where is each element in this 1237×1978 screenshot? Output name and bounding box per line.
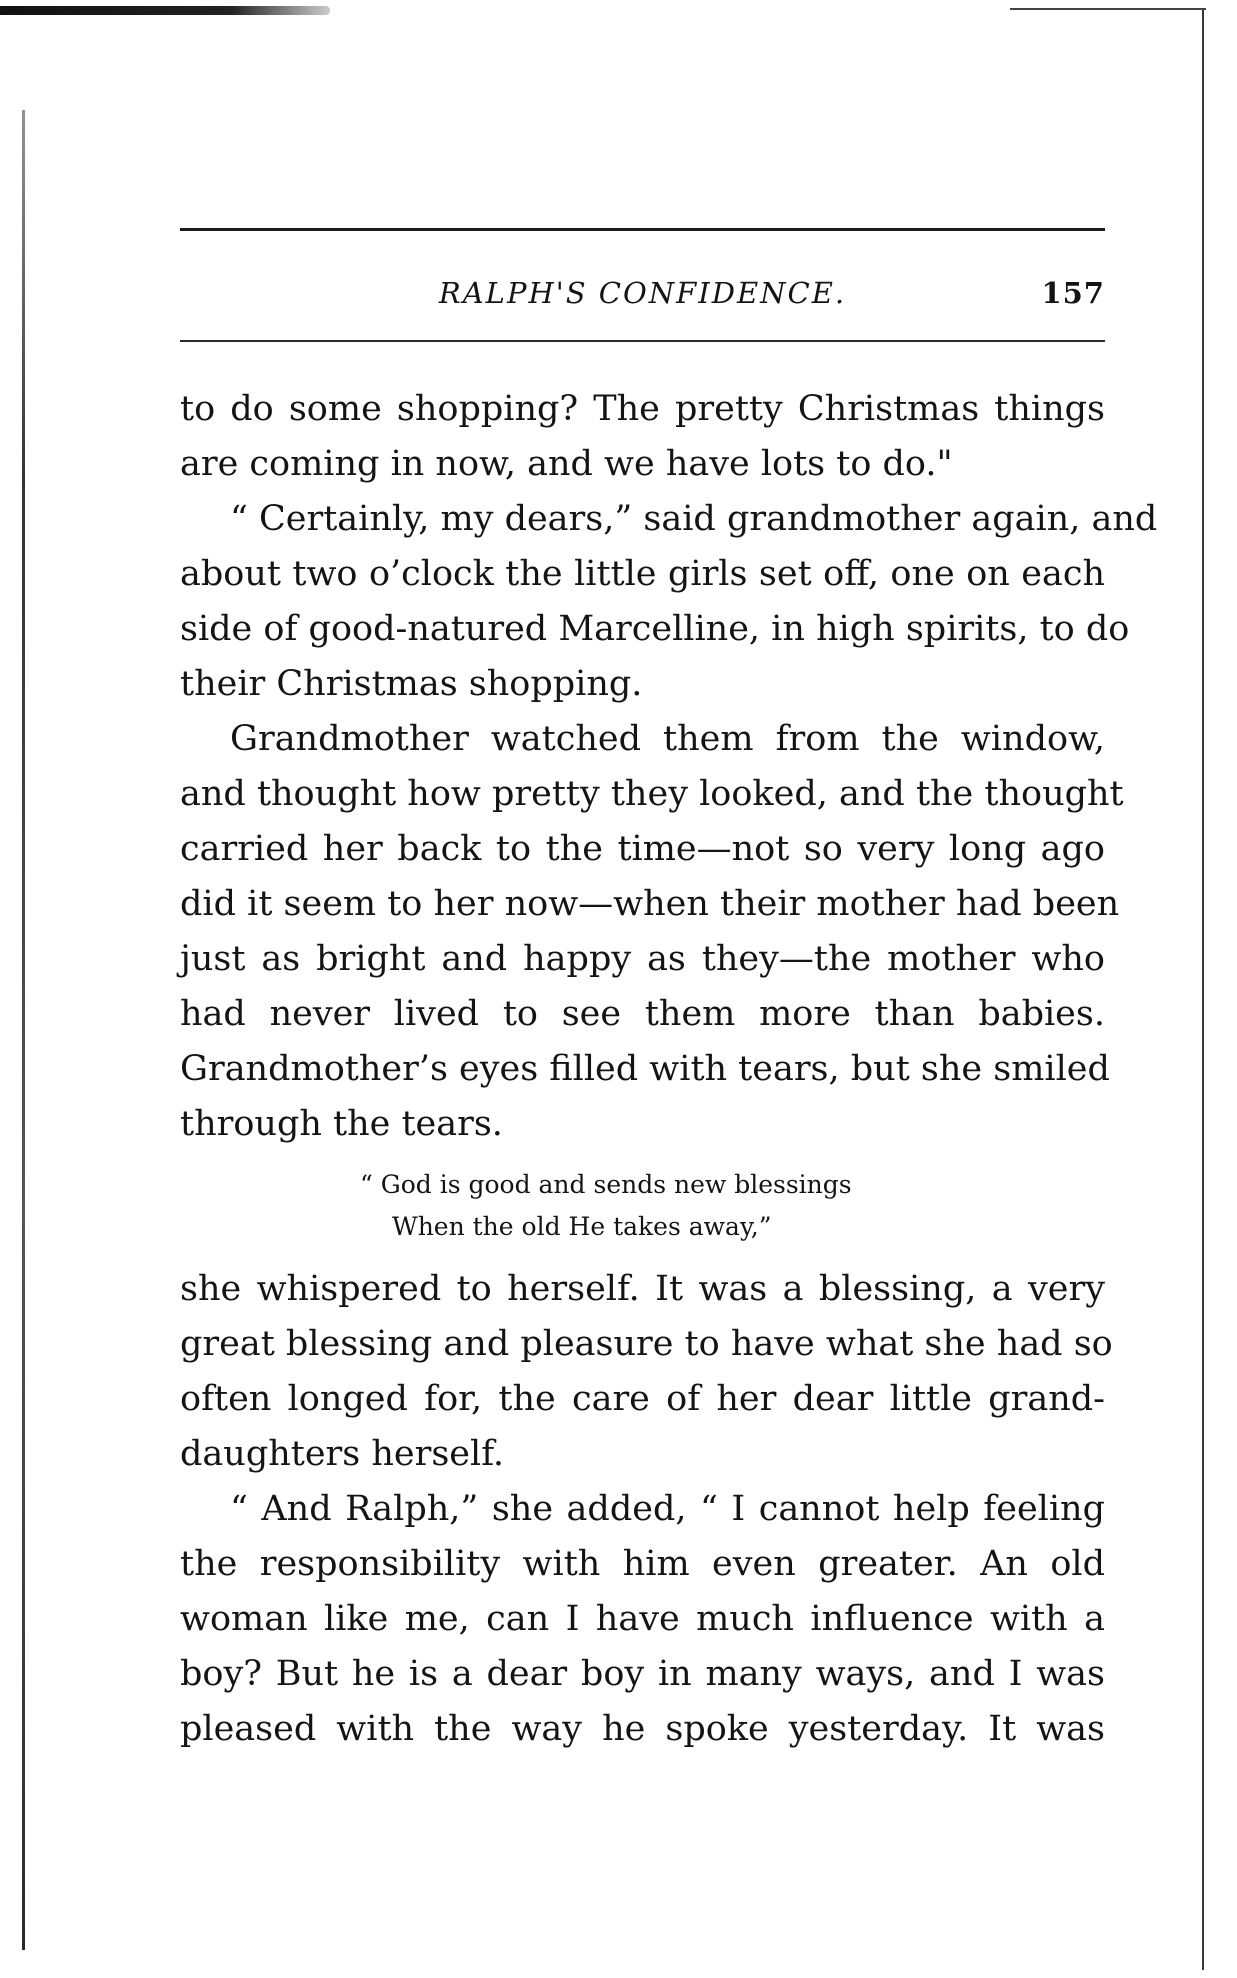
text-line: carried her back to the time—not so very long ago	[180, 829, 1105, 869]
text-line: through the tears.	[180, 1104, 503, 1144]
page-number: 157	[1041, 276, 1105, 310]
text-line: just as bright and happy as they—the mother who	[180, 939, 1105, 979]
text-line: great blessing and pleasure to have what she had so	[180, 1324, 1113, 1364]
text-line: Grandmother watched them from the window,	[230, 719, 1105, 759]
text-line: “ And Ralph,” she added, “ I cannot help feeling	[230, 1489, 1105, 1529]
text-line: daughters herself.	[180, 1434, 505, 1474]
text-line: woman like me, can I have much influence with a	[180, 1599, 1105, 1639]
text-line: did it seem to her now—when their mother had been	[180, 884, 1120, 924]
text-line: are coming in now, and we have lots to do."	[180, 444, 953, 484]
text-line: the responsibility with him even greater. An old	[180, 1544, 1105, 1584]
scan-edge-artifact	[0, 6, 330, 15]
verse-line: When the old He takes away,”	[392, 1212, 772, 1241]
paragraph	[180, 1262, 1113, 1482]
text-line: boy? But he is a dear boy in many ways, and I was	[180, 1654, 1105, 1694]
running-head	[180, 272, 1105, 316]
header-rule-top	[180, 228, 1105, 231]
paragraph-continuation	[180, 382, 1105, 492]
text-line: Grandmother’s eyes filled with tears, but she smiled	[180, 1049, 1110, 1089]
text-line: “ Certainly, my dears,” said grandmother again, and	[230, 499, 1158, 539]
text-line: she whispered to herself. It was a blessing, a very	[180, 1269, 1105, 1309]
text-line: and thought how pretty they looked, and the thought	[180, 774, 1124, 814]
scan-edge-artifact	[1010, 8, 1206, 10]
verse-quotation	[180, 1164, 1105, 1248]
text-line: to do some shopping? The pretty Christmas things	[180, 389, 1105, 429]
paragraph	[180, 712, 1124, 1152]
paragraph	[180, 1482, 1105, 1757]
binding-edge-line	[22, 110, 25, 1950]
text-line: had never lived to see them more than babies.	[180, 994, 1105, 1034]
header-rule-bottom	[180, 340, 1105, 342]
text-line: about two o’clock the little girls set off, one on each	[180, 554, 1105, 594]
text-line: their Christmas shopping.	[180, 664, 643, 704]
running-title: RALPH'S CONFIDENCE.	[438, 276, 847, 310]
text-line: often longed for, the care of her dear little grand-	[180, 1379, 1105, 1419]
verse-line: “ God is good and sends new blessings	[360, 1170, 852, 1199]
paragraph	[180, 492, 1158, 712]
page-edge-line	[1202, 10, 1204, 1970]
text-line: side of good-natured Marcelline, in high spirits, to do	[180, 609, 1130, 649]
text-line: pleased with the way he spoke yesterday. It was	[180, 1709, 1105, 1749]
